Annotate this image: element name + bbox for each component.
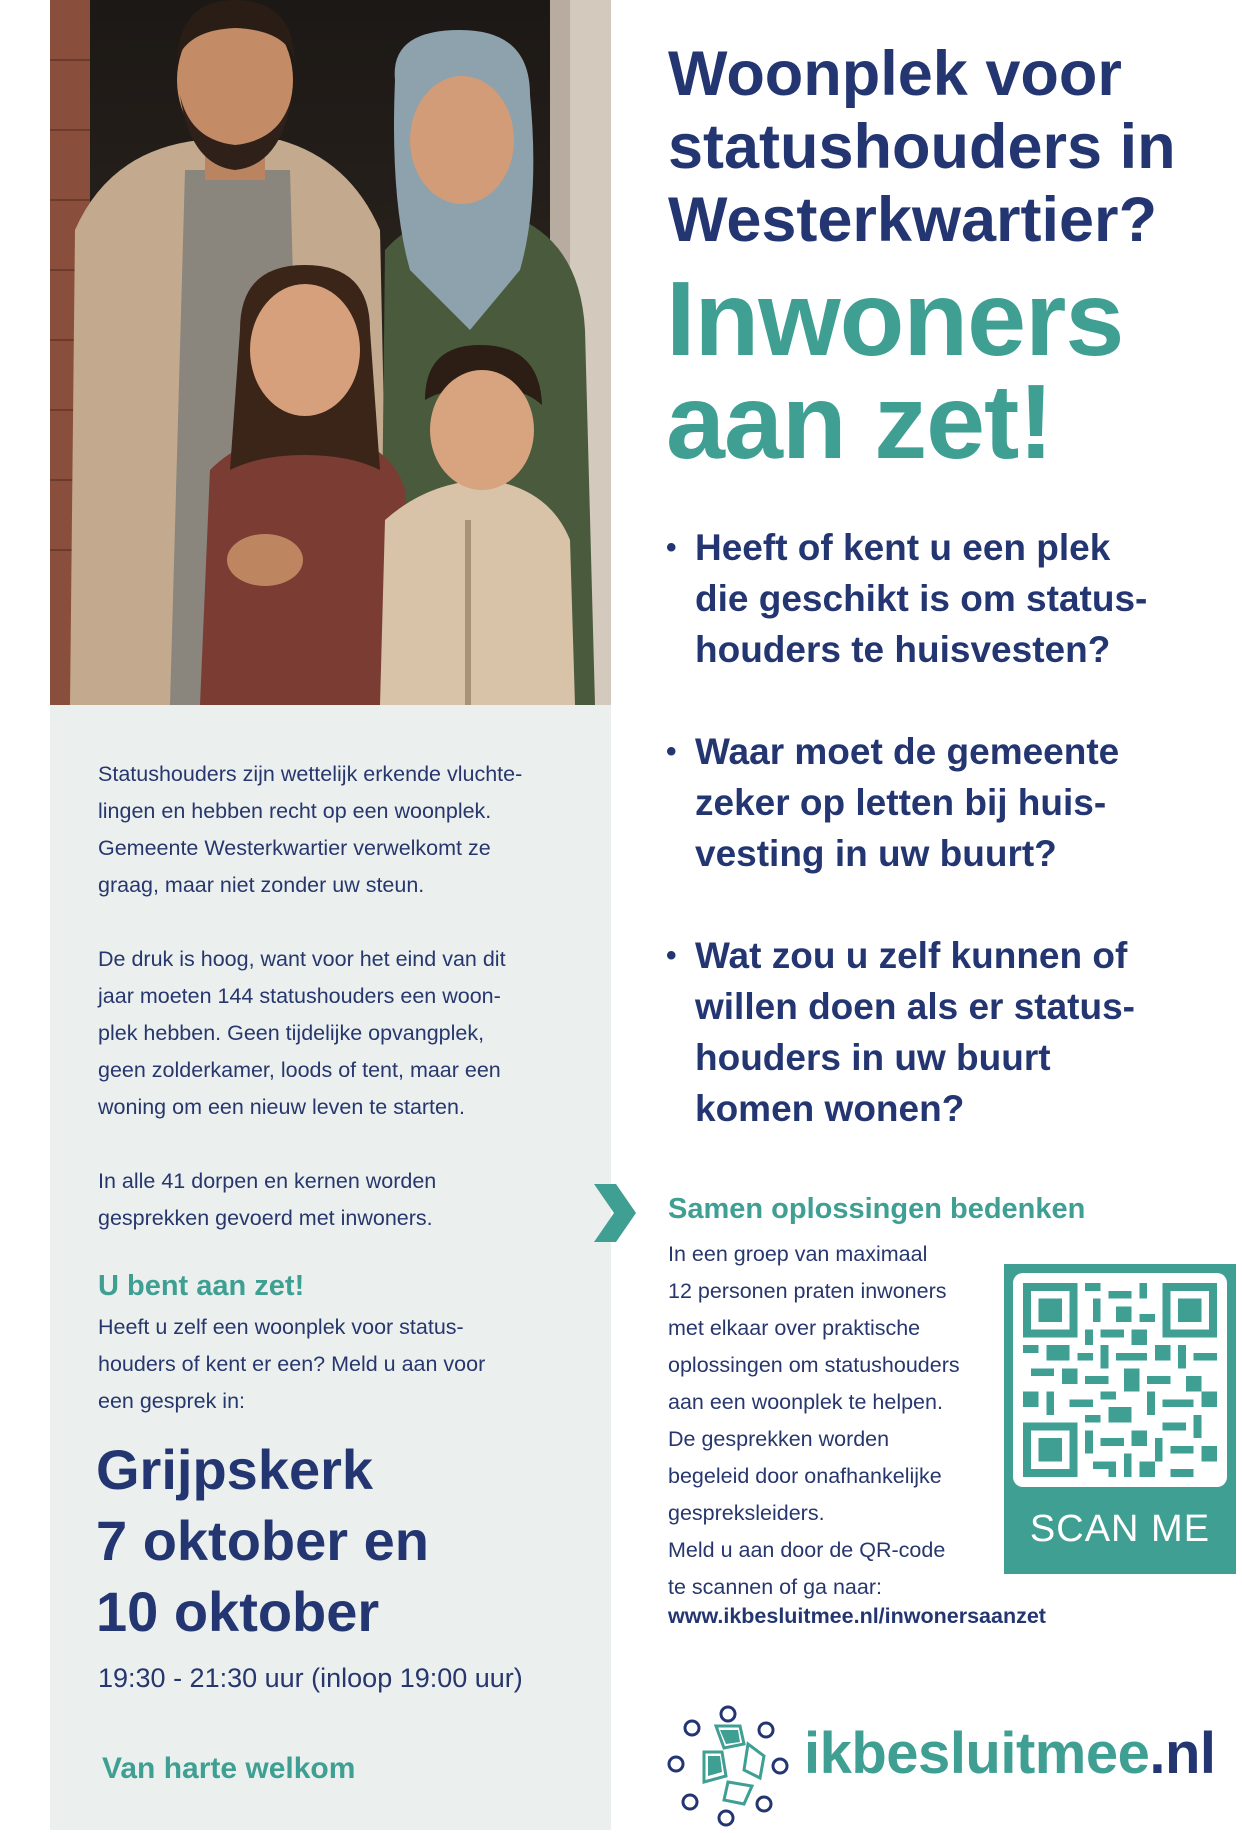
headline-line: Westerkwartier? xyxy=(668,185,1158,255)
bullet-icon: • xyxy=(666,939,677,972)
question-line: houders in uw buurt xyxy=(695,1037,1051,1078)
text-line: Heeft u zelf een woonplek voor status- xyxy=(98,1315,464,1339)
scan-me-label: SCAN ME xyxy=(1029,1508,1211,1550)
samen-text xyxy=(668,1236,1008,1606)
cta-text xyxy=(98,1309,568,1420)
samen-title: Samen oplossingen bedenken xyxy=(668,1193,1086,1225)
question-line: houders te huisvesten? xyxy=(695,629,1111,670)
question-line: willen doen als er status- xyxy=(695,986,1136,1027)
people-circle-logo-icon xyxy=(664,1700,792,1833)
logo-tld: .nl xyxy=(1149,1721,1216,1786)
text-line: jaar moeten 144 statushouders een woon- xyxy=(98,984,501,1008)
family-photo xyxy=(50,0,611,705)
text-line: Statushouders zijn wettelijk erkende vluchte- xyxy=(98,762,523,786)
qr-pattern-icon xyxy=(1023,1283,1217,1477)
text-line: een gesprek in: xyxy=(98,1389,246,1413)
text-line: graag, maar niet zonder uw steun. xyxy=(98,873,425,897)
qr-code-image xyxy=(1013,1273,1227,1487)
text-line: woning om een nieuw leven te starten. xyxy=(98,1095,465,1119)
event-line: 10 oktober xyxy=(96,1580,380,1643)
chevron-right-icon xyxy=(594,1184,636,1247)
question-line: die geschikt is om status- xyxy=(695,578,1148,619)
headline-accent-line: aan zet! xyxy=(666,363,1053,481)
text-line: oplossingen om statushouders xyxy=(668,1353,960,1377)
intro-paragraph-2 xyxy=(98,941,568,1126)
text-line: aan een woonplek te helpen. xyxy=(668,1390,943,1414)
headline-line: statushouders in xyxy=(668,112,1176,182)
intro-paragraph-1 xyxy=(98,756,568,904)
text-line: De gesprekken worden xyxy=(668,1427,890,1451)
event-line: Grijpskerk xyxy=(96,1438,374,1501)
event-time: 19:30 - 21:30 uur (inloop 19:00 uur) xyxy=(98,1663,523,1693)
bullet-icon: • xyxy=(666,735,677,768)
question-line: Wat zou u zelf kunnen of xyxy=(695,935,1128,976)
question-line: vesting in uw buurt? xyxy=(695,833,1057,874)
headline-accent xyxy=(666,260,1236,481)
question-line: Waar moet de gemeente xyxy=(695,731,1120,772)
event-line: 7 oktober en xyxy=(96,1509,429,1572)
question-line: komen wonen? xyxy=(695,1088,965,1129)
intro-paragraph-3 xyxy=(98,1163,568,1237)
logo-wordmark[interactable] xyxy=(804,1720,1216,1787)
text-line: In alle 41 dorpen en kernen worden xyxy=(98,1169,437,1193)
question-line: zeker op letten bij huis- xyxy=(695,782,1107,823)
text-line: houders of kent er een? Meld u aan voor xyxy=(98,1352,486,1376)
text-line: Gemeente Westerkwartier verwelkomt ze xyxy=(98,836,491,860)
headline-accent-line: Inwoners xyxy=(666,260,1124,378)
question-line: Heeft of kent u een plek xyxy=(695,527,1111,568)
signup-url-link[interactable]: www.ikbesluitmee.nl/inwonersaanzet xyxy=(668,1604,1046,1628)
text-line: gesprekken gevoerd met inwoners. xyxy=(98,1206,433,1230)
text-line: plek hebben. Geen tijdelijke opvangplek, xyxy=(98,1021,485,1045)
headline-line: Woonplek voor xyxy=(668,39,1122,109)
qr-code[interactable] xyxy=(1004,1264,1236,1574)
welcome-text: Van harte welkom xyxy=(102,1752,356,1785)
text-line: 12 personen praten inwoners xyxy=(668,1279,947,1303)
text-line: gespreksleiders. xyxy=(668,1501,825,1525)
text-line: te scannen of ga naar: xyxy=(668,1575,882,1599)
cta-title: U bent aan zet! xyxy=(98,1270,305,1302)
text-line: Meld u aan door de QR-code xyxy=(668,1538,946,1562)
text-line: met elkaar over praktische xyxy=(668,1316,921,1340)
bullet-icon: • xyxy=(666,531,677,564)
text-line: In een groep van maximaal xyxy=(668,1242,928,1266)
text-line: De druk is hoog, want voor het eind van dit xyxy=(98,947,506,971)
text-line: begeleid door onafhankelijke xyxy=(668,1464,942,1488)
text-line: lingen en hebben recht op een woonplek. xyxy=(98,799,492,823)
event-location-dates xyxy=(96,1434,596,1647)
text-line: geen zolderkamer, loods of tent, maar een xyxy=(98,1058,501,1082)
headline xyxy=(668,38,1228,257)
logo-name: ikbesluitmee xyxy=(804,1721,1150,1786)
